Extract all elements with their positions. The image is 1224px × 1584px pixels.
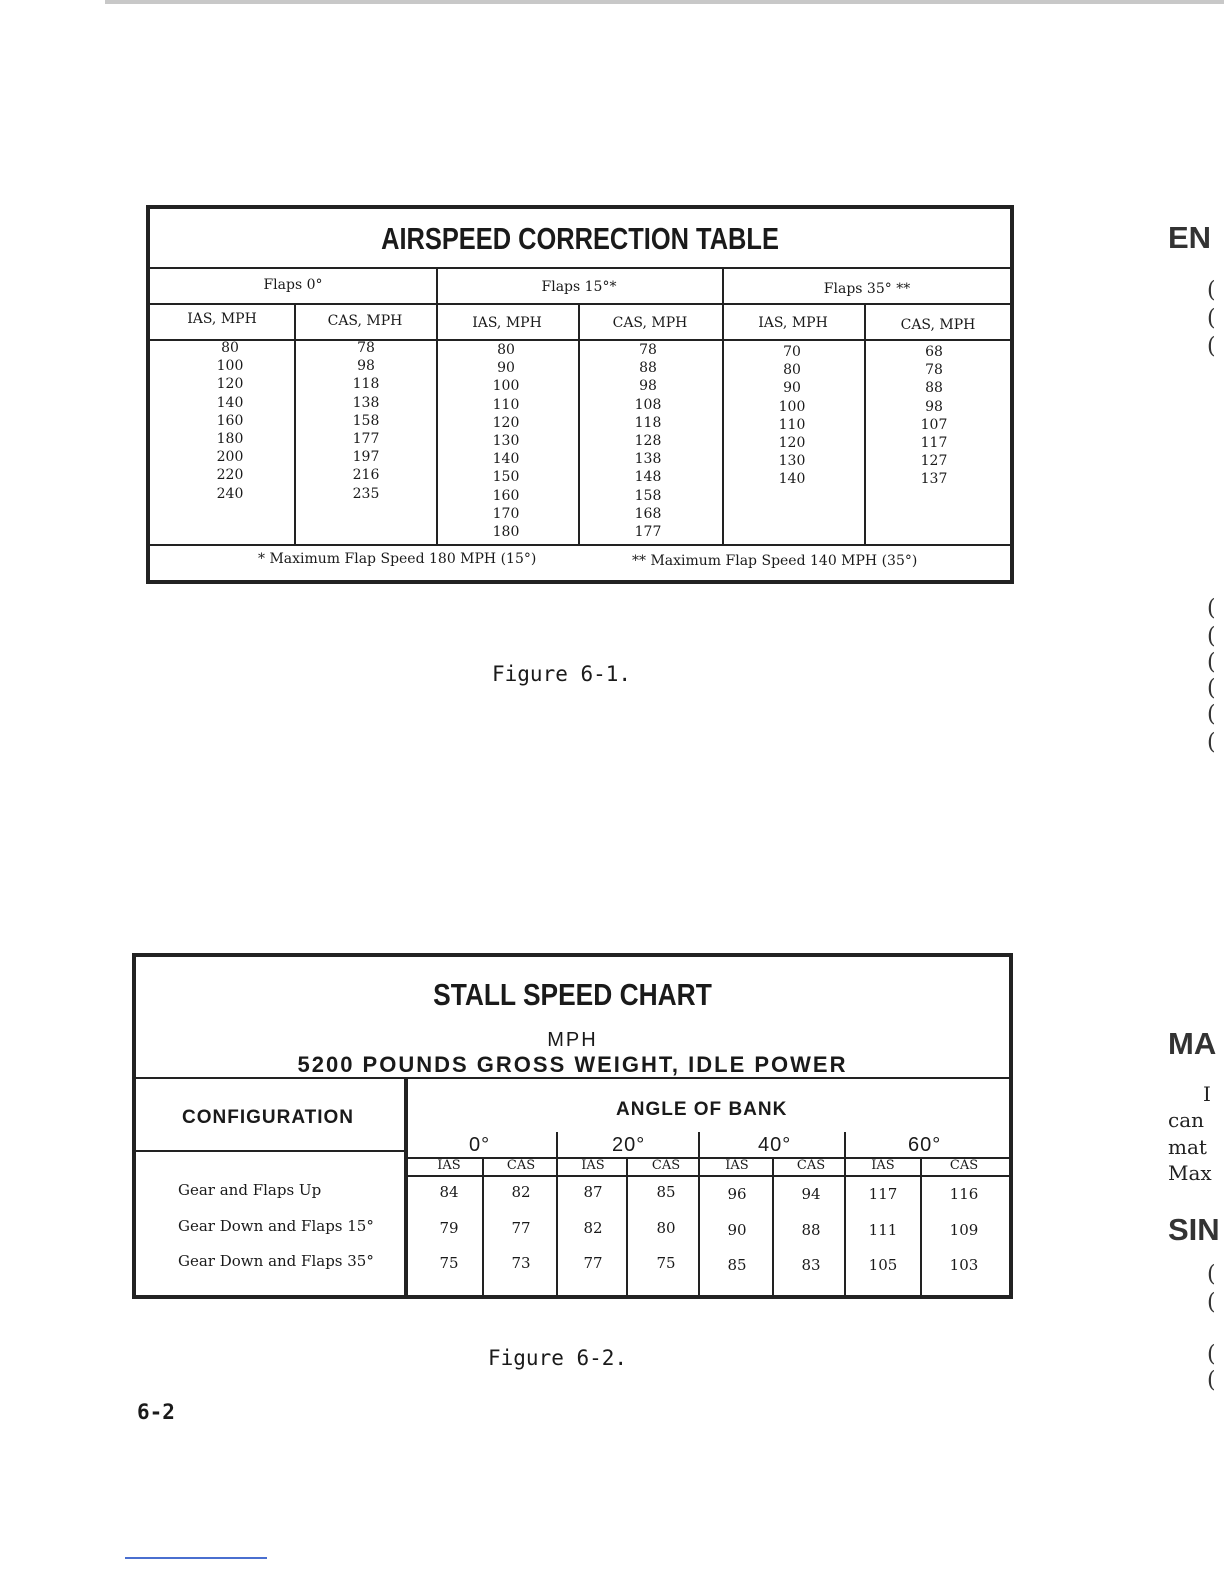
airspeed-value: 107 bbox=[920, 416, 948, 433]
ias-subheader: IAS bbox=[871, 1158, 895, 1173]
airspeed-value: 160 bbox=[492, 487, 520, 504]
edge-paren: ( bbox=[1207, 702, 1216, 727]
airspeed-value: 140 bbox=[778, 471, 806, 488]
airspeed-value: 168 bbox=[634, 505, 662, 522]
flaps-35-ias-column bbox=[752, 343, 832, 489]
airspeed-value: 118 bbox=[634, 414, 662, 431]
airspeed-value: 148 bbox=[634, 469, 662, 486]
airspeed-value: 130 bbox=[778, 453, 806, 470]
ias-header: IAS, MPH bbox=[472, 315, 542, 331]
divider bbox=[150, 267, 1010, 269]
divider bbox=[436, 267, 438, 546]
footnote-flaps-35: ** Maximum Flap Speed 140 MPH (35°) bbox=[632, 553, 918, 569]
stall-speed-value: 109 bbox=[949, 1221, 979, 1239]
airspeed-value: 98 bbox=[925, 398, 943, 415]
footnote-flaps-15: * Maximum Flap Speed 180 MPH (15°) bbox=[258, 551, 537, 567]
edge-paren: ( bbox=[1207, 650, 1216, 675]
edge-paren: ( bbox=[1207, 596, 1216, 621]
airspeed-value: 80 bbox=[783, 362, 801, 379]
airspeed-value: 88 bbox=[925, 380, 943, 397]
stall-speed-value: 79 bbox=[439, 1219, 459, 1237]
flaps-35-header: Flaps 35° ** bbox=[823, 281, 911, 297]
airspeed-value: 100 bbox=[216, 358, 244, 375]
edge-paren: ( bbox=[1207, 1368, 1216, 1393]
airspeed-value: 140 bbox=[492, 451, 520, 468]
stall-speed-value: 88 bbox=[801, 1221, 821, 1239]
airspeed-value: 220 bbox=[216, 467, 244, 484]
top-rule bbox=[105, 0, 1224, 4]
airspeed-value: 138 bbox=[634, 451, 662, 468]
divider bbox=[864, 303, 866, 546]
edge-paren: ( bbox=[1207, 730, 1216, 755]
stall-speed-value: 85 bbox=[656, 1183, 676, 1201]
stall-speed-value: 111 bbox=[868, 1221, 898, 1239]
airspeed-value: 200 bbox=[216, 449, 244, 466]
bottom-rule bbox=[125, 1557, 267, 1559]
stall-chart-units: MPH bbox=[547, 1029, 598, 1051]
ias-subheader: IAS bbox=[437, 1158, 461, 1173]
stall-speed-value: 77 bbox=[511, 1219, 531, 1237]
row-label-gear-flaps-up: Gear and Flaps Up bbox=[178, 1181, 322, 1199]
stall-chart-title: STALL SPEED CHART bbox=[433, 977, 712, 1012]
airspeed-value: 78 bbox=[925, 362, 943, 379]
page-number: 6-2 bbox=[137, 1400, 175, 1424]
flaps-0-cas-column bbox=[326, 339, 406, 503]
airspeed-value: 180 bbox=[492, 523, 520, 540]
airspeed-value: 197 bbox=[352, 449, 380, 466]
ias-header: IAS, MPH bbox=[758, 315, 828, 331]
airspeed-value: 160 bbox=[216, 412, 244, 429]
edge-paren: ( bbox=[1207, 1342, 1216, 1367]
airspeed-value: 235 bbox=[352, 485, 380, 502]
edge-heading-en: EN bbox=[1168, 220, 1212, 255]
stall-speed-value: 77 bbox=[583, 1254, 603, 1272]
stall-speed-chart bbox=[132, 953, 1013, 1299]
edge-paren: ( bbox=[1207, 1262, 1216, 1287]
airspeed-table-title: AIRSPEED CORRECTION TABLE bbox=[381, 221, 779, 256]
cas-subheader: CAS bbox=[506, 1158, 536, 1173]
airspeed-value: 80 bbox=[497, 342, 515, 358]
airspeed-value: 78 bbox=[639, 342, 657, 358]
airspeed-value: 138 bbox=[352, 394, 380, 411]
row-label-flaps-15: Gear Down and Flaps 15° bbox=[178, 1217, 374, 1235]
flaps-15-header: Flaps 15°* bbox=[541, 279, 617, 295]
flaps-0-ias-column bbox=[190, 339, 270, 503]
edge-paren: ( bbox=[1207, 1290, 1216, 1315]
stall-speed-value: 85 bbox=[727, 1256, 747, 1274]
angle-0: 0° bbox=[469, 1134, 491, 1156]
airspeed-value: 158 bbox=[352, 412, 380, 429]
divider bbox=[722, 267, 724, 546]
configuration-header: CONFIGURATION bbox=[182, 1107, 355, 1128]
flaps-15-ias-column bbox=[466, 341, 546, 541]
cas-header: CAS, MPH bbox=[612, 315, 688, 331]
angle-of-bank-header: ANGLE OF BANK bbox=[616, 1099, 788, 1120]
stall-speed-value: 103 bbox=[949, 1256, 979, 1274]
edge-text-line: mat bbox=[1168, 1135, 1207, 1159]
airspeed-correction-table bbox=[146, 205, 1014, 584]
airspeed-value: 140 bbox=[216, 394, 244, 411]
stall-speed-value: 82 bbox=[583, 1219, 603, 1237]
cas-subheader: CAS bbox=[796, 1158, 826, 1173]
airspeed-value: 216 bbox=[352, 467, 380, 484]
flaps-0-header: Flaps 0° bbox=[263, 277, 323, 293]
stall-speed-value: 84 bbox=[439, 1183, 459, 1201]
stall-speed-value: 105 bbox=[868, 1256, 898, 1274]
stall-speed-value: 83 bbox=[801, 1256, 821, 1274]
flaps-35-cas-column bbox=[894, 343, 974, 489]
airspeed-value: 117 bbox=[920, 434, 948, 451]
angle-40: 40° bbox=[758, 1134, 792, 1156]
airspeed-value: 120 bbox=[216, 376, 244, 393]
airspeed-value: 78 bbox=[357, 340, 375, 356]
airspeed-value: 98 bbox=[357, 358, 375, 375]
divider bbox=[136, 1077, 1009, 1079]
stall-chart-subtitle: 5200 POUNDS GROSS WEIGHT, IDLE POWER bbox=[297, 1052, 848, 1077]
ias-subheader: IAS bbox=[725, 1158, 749, 1173]
divider bbox=[150, 544, 1010, 546]
airspeed-value: 130 bbox=[492, 432, 520, 449]
airspeed-value: 158 bbox=[634, 487, 662, 504]
cas-header: CAS, MPH bbox=[900, 317, 976, 333]
edge-paren: ( bbox=[1207, 278, 1216, 303]
airspeed-value: 100 bbox=[492, 378, 520, 395]
divider bbox=[578, 303, 580, 546]
edge-text-line: I bbox=[1203, 1082, 1211, 1106]
airspeed-value: 118 bbox=[352, 376, 380, 393]
divider bbox=[136, 1150, 404, 1152]
cas-subheader: CAS bbox=[651, 1158, 681, 1173]
airspeed-value: 150 bbox=[492, 469, 520, 486]
airspeed-value: 128 bbox=[634, 432, 662, 449]
edge-paren: ( bbox=[1207, 624, 1216, 649]
stall-speed-value: 87 bbox=[583, 1183, 603, 1201]
row-label-flaps-35: Gear Down and Flaps 35° bbox=[178, 1252, 374, 1270]
airspeed-value: 98 bbox=[639, 378, 657, 395]
airspeed-value: 240 bbox=[216, 485, 244, 502]
stall-speed-value: 96 bbox=[727, 1185, 747, 1203]
divider bbox=[294, 303, 296, 546]
stall-speed-value: 73 bbox=[511, 1254, 531, 1272]
airspeed-value: 120 bbox=[778, 434, 806, 451]
stall-speed-value: 116 bbox=[949, 1185, 979, 1203]
airspeed-value: 100 bbox=[778, 398, 806, 415]
divider bbox=[920, 1157, 922, 1295]
edge-paren: ( bbox=[1207, 306, 1216, 331]
airspeed-value: 177 bbox=[352, 430, 380, 447]
airspeed-value: 68 bbox=[925, 344, 943, 360]
divider bbox=[404, 1077, 408, 1295]
stall-speed-value: 75 bbox=[439, 1254, 459, 1272]
stall-speed-value: 117 bbox=[868, 1185, 898, 1203]
airspeed-value: 90 bbox=[783, 380, 801, 397]
airspeed-value: 110 bbox=[492, 396, 520, 413]
airspeed-value: 180 bbox=[216, 430, 244, 447]
stall-speed-value: 82 bbox=[511, 1183, 531, 1201]
airspeed-value: 88 bbox=[639, 360, 657, 377]
edge-heading-ma: MA bbox=[1168, 1026, 1217, 1061]
edge-heading-sin: SIN bbox=[1168, 1212, 1220, 1247]
figure-caption-6-1: Figure 6-1. bbox=[492, 662, 632, 686]
figure-caption-6-2: Figure 6-2. bbox=[488, 1346, 628, 1370]
cas-header: CAS, MPH bbox=[327, 313, 403, 329]
divider bbox=[150, 339, 1010, 341]
airspeed-value: 70 bbox=[783, 344, 801, 360]
stall-speed-value: 75 bbox=[656, 1254, 676, 1272]
airspeed-value: 177 bbox=[634, 523, 662, 540]
airspeed-value: 170 bbox=[492, 505, 520, 522]
airspeed-value: 127 bbox=[920, 453, 948, 470]
edge-text-line: Max bbox=[1168, 1161, 1212, 1185]
flaps-15-cas-column bbox=[608, 341, 688, 541]
cas-subheader: CAS bbox=[949, 1158, 979, 1173]
edge-text-line: can bbox=[1168, 1108, 1205, 1132]
stall-speed-value: 94 bbox=[801, 1185, 821, 1203]
divider bbox=[772, 1157, 774, 1295]
ias-header: IAS, MPH bbox=[187, 311, 257, 327]
ias-subheader: IAS bbox=[581, 1158, 605, 1173]
airspeed-value: 110 bbox=[778, 416, 806, 433]
stall-speed-value: 90 bbox=[727, 1221, 747, 1239]
angle-60: 60° bbox=[908, 1134, 942, 1156]
airspeed-value: 137 bbox=[920, 471, 948, 488]
divider bbox=[150, 303, 1010, 305]
airspeed-value: 90 bbox=[497, 360, 515, 377]
angle-20: 20° bbox=[612, 1134, 646, 1156]
stall-speed-value: 80 bbox=[656, 1219, 676, 1237]
edge-paren: ( bbox=[1207, 334, 1216, 359]
edge-paren: ( bbox=[1207, 676, 1216, 701]
airspeed-value: 120 bbox=[492, 414, 520, 431]
airspeed-value: 80 bbox=[221, 340, 239, 356]
airspeed-value: 108 bbox=[634, 396, 662, 413]
